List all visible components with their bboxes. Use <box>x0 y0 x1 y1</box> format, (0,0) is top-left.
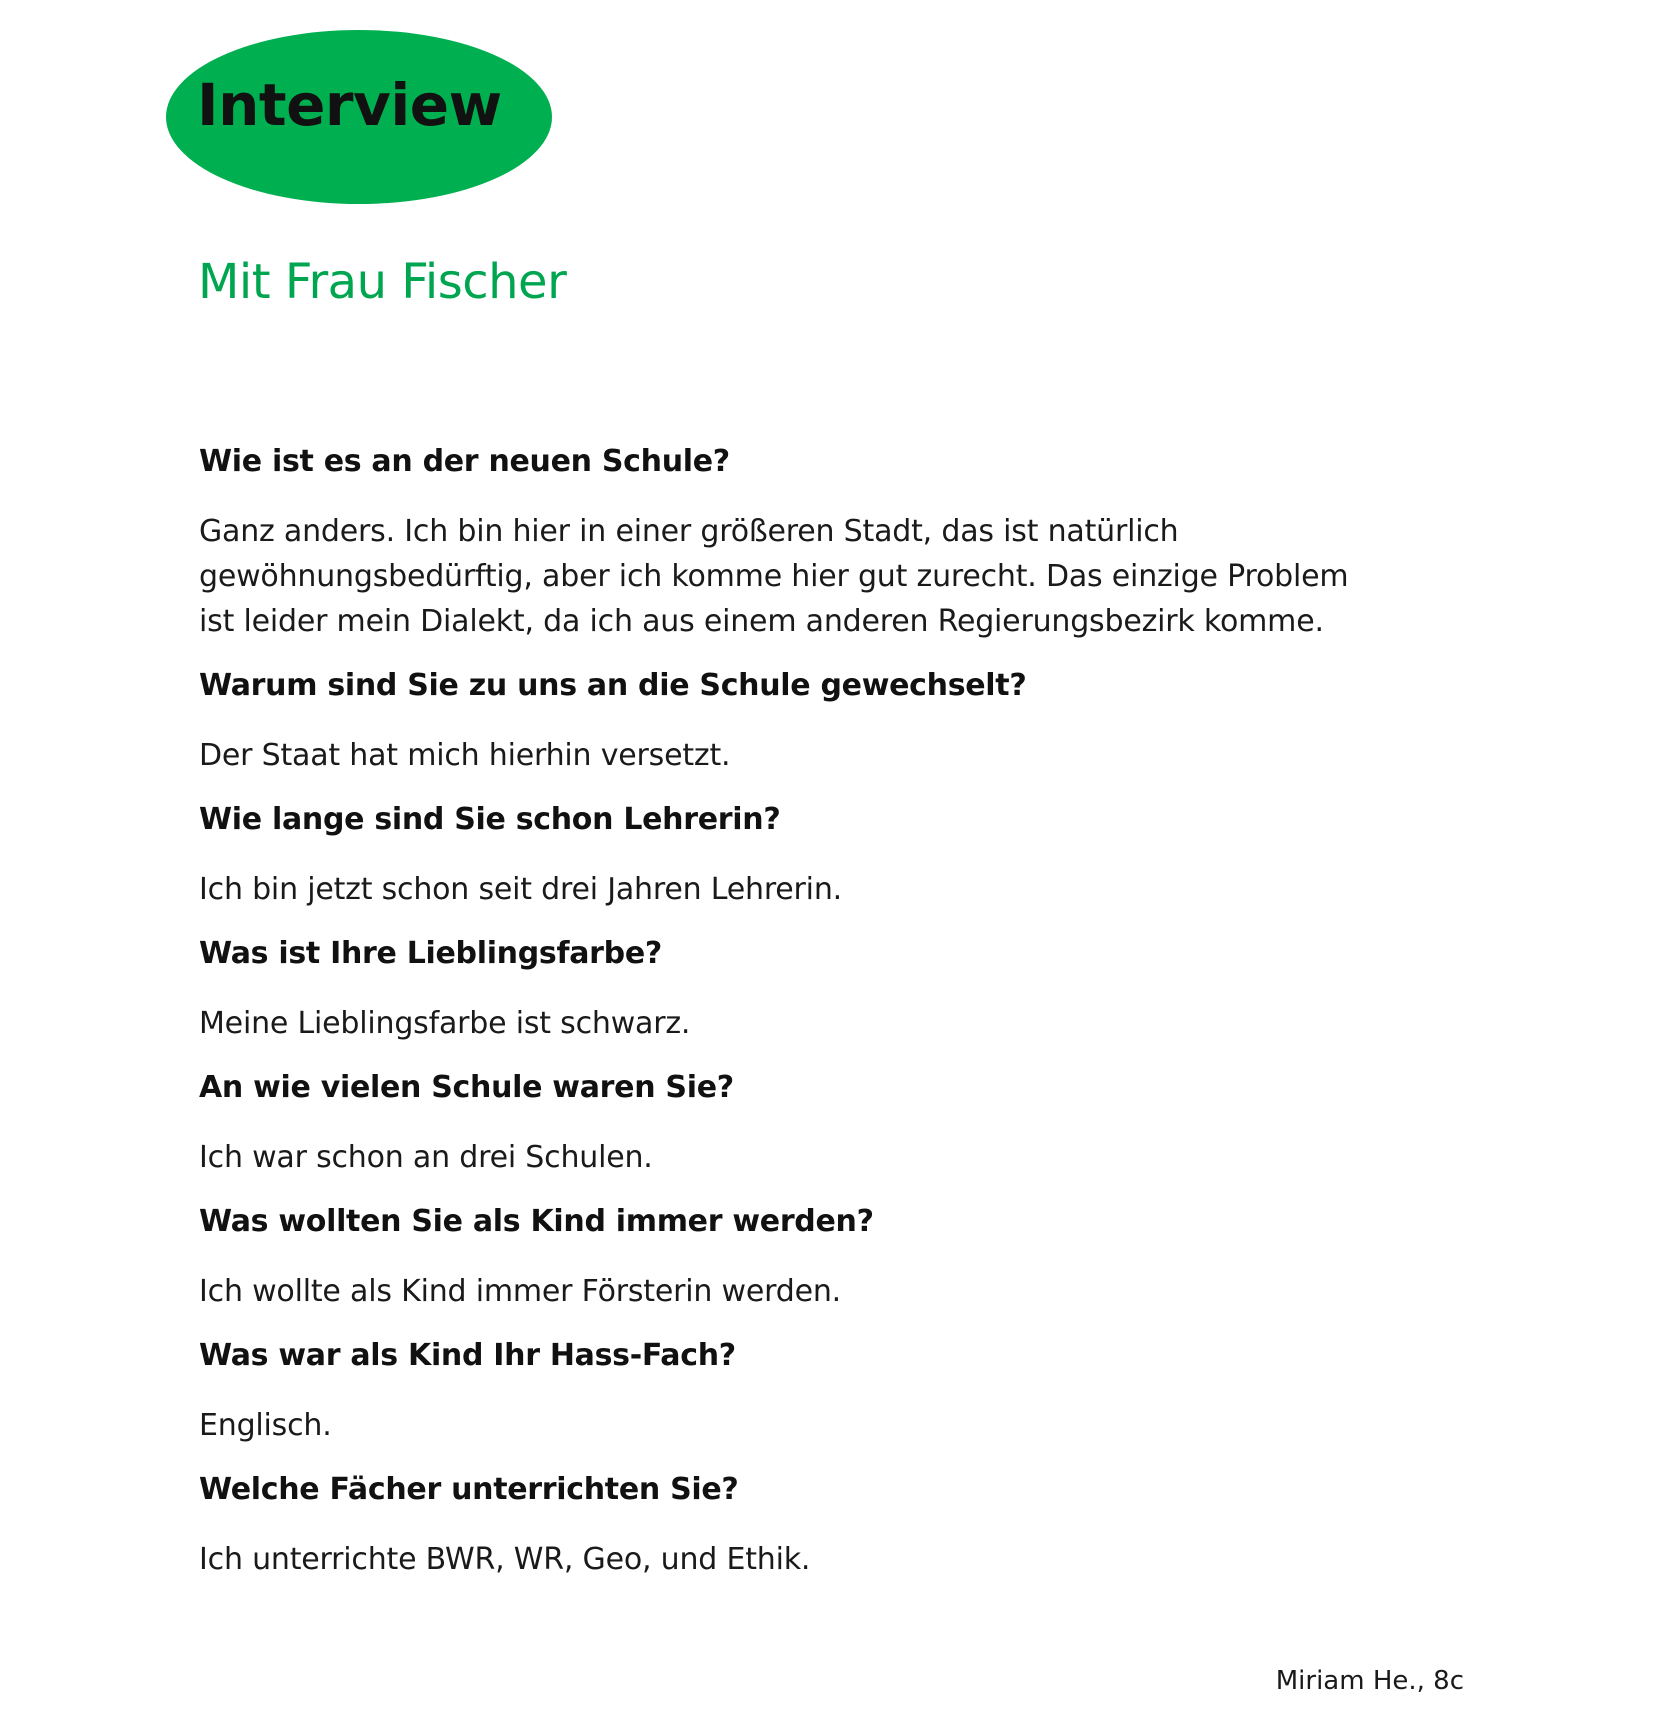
answer-line: Ganz anders. Ich bin hier in einer größeren Stadt, das ist natürlich <box>199 514 1179 549</box>
answer-line: Englisch. <box>199 1408 332 1443</box>
answer <box>199 1537 1499 1582</box>
answer <box>199 1403 1499 1448</box>
interview-subtitle: Mit Frau Fischer <box>198 254 567 310</box>
answer-line: gewöhnungsbedürftig, aber ich komme hier gut zurecht. Das einzige Problem <box>199 559 1349 594</box>
answer-line: Ich unterrichte BWR, WR, Geo, und Ethik. <box>199 1542 811 1577</box>
answer-line: Meine Lieblingsfarbe ist schwarz. <box>199 1006 691 1041</box>
question: Wie lange sind Sie schon Lehrerin? <box>199 802 781 837</box>
author-signature: Miriam He., 8c <box>1275 1666 1464 1696</box>
question: Was wollten Sie als Kind immer werden? <box>199 1204 874 1239</box>
answer-line: Ich bin jetzt schon seit drei Jahren Lehrerin. <box>199 872 842 907</box>
answer <box>199 1001 1499 1046</box>
answer <box>199 509 1499 644</box>
interview-title: Interview <box>197 71 502 139</box>
question: Welche Fächer unterrichten Sie? <box>199 1472 739 1507</box>
answer-line: Der Staat hat mich hierhin versetzt. <box>199 738 731 773</box>
answer <box>199 1269 1499 1314</box>
answer <box>199 867 1499 912</box>
question: Was ist Ihre Lieblingsfarbe? <box>199 936 662 971</box>
answer-line: Ich war schon an drei Schulen. <box>199 1140 653 1175</box>
answer <box>199 1135 1499 1180</box>
question: Warum sind Sie zu uns an die Schule gewechselt? <box>199 668 1027 703</box>
qa-list <box>199 442 1499 1604</box>
question: Wie ist es an der neuen Schule? <box>199 444 730 479</box>
answer-line: Ich wollte als Kind immer Försterin werden. <box>199 1274 841 1309</box>
interview-badge <box>166 30 552 204</box>
question: Was war als Kind Ihr Hass-Fach? <box>199 1338 736 1373</box>
answer <box>199 733 1499 778</box>
answer-line: ist leider mein Dialekt, da ich aus einem anderen Regierungsbezirk komme. <box>199 604 1324 639</box>
question: An wie vielen Schule waren Sie? <box>199 1070 734 1105</box>
